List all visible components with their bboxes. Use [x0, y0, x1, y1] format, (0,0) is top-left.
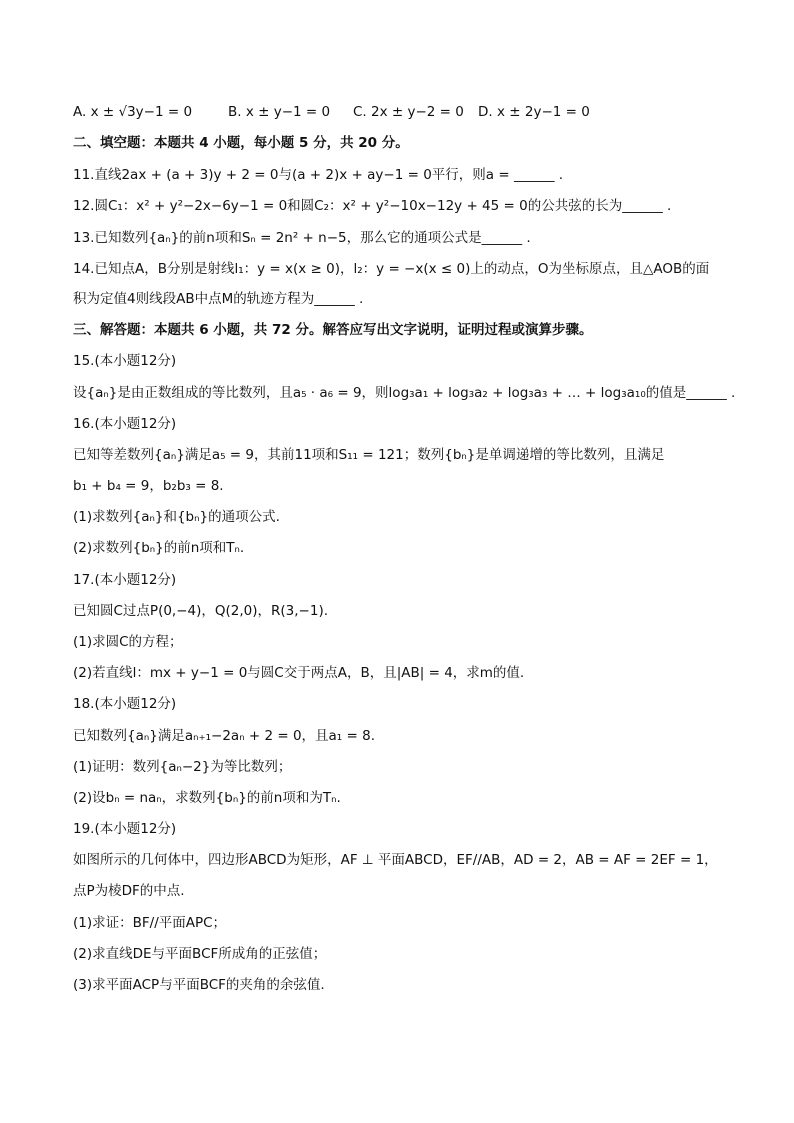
- option-a: A. x ± √3y−1 = 0: [73, 104, 193, 120]
- question-17-part1: (1)求圆C的方程；: [73, 634, 183, 650]
- question-19-part1: (1)求证：BF//平面APC；: [73, 915, 227, 931]
- question-19-text2: 点P为棱DF的中点.: [73, 883, 185, 899]
- question-14-line1: 14.已知点A，B分别是射线l₁：y = x(x ≥ 0)，l₂：y = −x(x ≤ 0)上的动点，O为坐标原点，且△AOB的面: [73, 261, 710, 277]
- question-17-text: 已知圆C过点P(0,−4)，Q(2,0)，R(3,−1).: [73, 603, 328, 619]
- question-11: 11.直线2ax + (a + 3)y + 2 = 0与(a + 2)x + ay−1 = 0平行，则a = ______ .: [73, 167, 564, 183]
- question-16-title: 16.(本小题12分): [73, 416, 177, 432]
- question-16-text2: b₁ + b₄ = 9，b₂b₃ = 8.: [73, 478, 224, 494]
- question-16-part1: (1)求数列{aₙ}和{bₙ}的通项公式.: [73, 509, 280, 525]
- question-18-part2: (2)设bₙ = naₙ，求数列{bₙ}的前n项和为Tₙ.: [73, 790, 341, 806]
- question-17-part2: (2)若直线l：mx + y−1 = 0与圆C交于两点A，B，且|AB| = 4，求m的值.: [73, 665, 525, 681]
- question-17-title: 17.(本小题12分): [73, 572, 177, 588]
- question-16-part2: (2)求数列{bₙ}的前n项和Tₙ.: [73, 540, 245, 556]
- option-b: B. x ± y−1 = 0: [228, 104, 331, 120]
- question-12: 12.圆C₁：x² + y²−2x−6y−1 = 0和圆C₂：x² + y²−10x−12y + 45 = 0的公共弦的长为______ .: [73, 198, 672, 214]
- question-19-text1: 如图所示的几何体中，四边形ABCD为矩形，AF ⊥ 平面ABCD，EF//AB，AD = 2，AB = AF = 2EF = 1，: [73, 852, 718, 868]
- question-19-part3: (3)求平面ACP与平面BCF的夹角的余弦值.: [73, 977, 325, 993]
- option-c: C. 2x ± y−2 = 0: [353, 104, 464, 120]
- question-19-title: 19.(本小题12分): [73, 821, 177, 837]
- q10-options: [73, 102, 734, 122]
- option-d: D. x ± 2y−1 = 0: [478, 104, 590, 120]
- question-16-text1: 已知等差数列{aₙ}满足a₅ = 9，其前11项和S₁₁ = 121；数列{bₙ}是单调递增的等比数列，且满足: [73, 447, 665, 463]
- question-15-title: 15.(本小题12分): [73, 353, 177, 369]
- question-13: 13.已知数列{aₙ}的前n项和Sₙ = 2n² + n−5，那么它的通项公式是______ .: [73, 230, 531, 246]
- section3-header: 三、解答题：本题共 6 小题，共 72 分。解答应写出文字说明，证明过程或演算步骤。: [73, 322, 593, 338]
- question-18-part1: (1)证明：数列{aₙ−2}为等比数列；: [73, 759, 292, 775]
- question-15-text: 设{aₙ}是由正数组成的等比数列，且a₅ · a₆ = 9，则log₃a₁ + log₃a₂ + log₃a₃ + … + log₃a₁₀的值是______ .: [73, 385, 736, 401]
- question-19-part2: (2)求直线DE与平面BCF所成角的正弦值；: [73, 946, 327, 962]
- question-18-title: 18.(本小题12分): [73, 696, 177, 712]
- question-14-line2: 积为定值4则线段AB中点M的轨迹方程为______ .: [73, 291, 364, 307]
- question-18-text: 已知数列{aₙ}满足aₙ₊₁−2aₙ + 2 = 0，且a₁ = 8.: [73, 728, 375, 744]
- section2-header: 二、填空题：本题共 4 小题，每小题 5 分，共 20 分。: [73, 135, 409, 151]
